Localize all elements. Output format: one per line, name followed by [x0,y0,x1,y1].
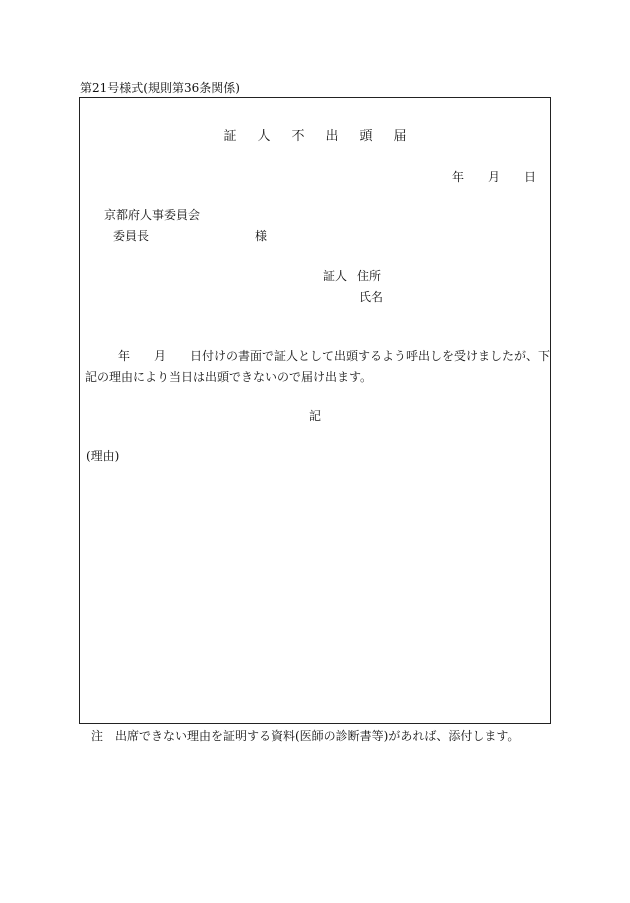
body-line-2: 記の理由により当日は出頭できないので届け出ます。 [85,370,373,384]
name-label: 氏名 [359,290,384,304]
reason-label: (理由) [86,449,120,463]
body-month: 月 [154,349,167,363]
date-year: 年 [452,170,465,184]
date-day: 日 [524,170,537,184]
body-year: 年 [118,349,131,363]
title-char: 人 [257,129,271,144]
footnote: 注 出席できない理由を証明する資料(医師の診断書等)があれば、添付します。 [91,729,520,743]
body-line-1-text: 日付けの書面で証人として出頭するよう呼出しを受けましたが、下 [190,349,551,363]
chair-honorific: 様 [255,229,268,243]
witness-label: 証人 [323,269,348,283]
title-char: 不 [291,129,305,144]
title-char: 証 [223,129,237,144]
document-title [79,130,551,143]
title-char: 頭 [359,129,373,144]
chair-title: 委員長 [113,229,150,243]
body-line-1 [118,350,550,362]
title-char: 届 [393,129,407,144]
ki-heading: 記 [308,409,321,423]
title-char: 出 [325,129,339,144]
date-month: 月 [488,170,501,184]
date-line [452,171,536,183]
form-number: 第21号様式(規則第36条関係) [80,81,240,95]
address-label: 住所 [357,269,382,283]
addressee: 京都府人事委員会 [104,208,201,222]
